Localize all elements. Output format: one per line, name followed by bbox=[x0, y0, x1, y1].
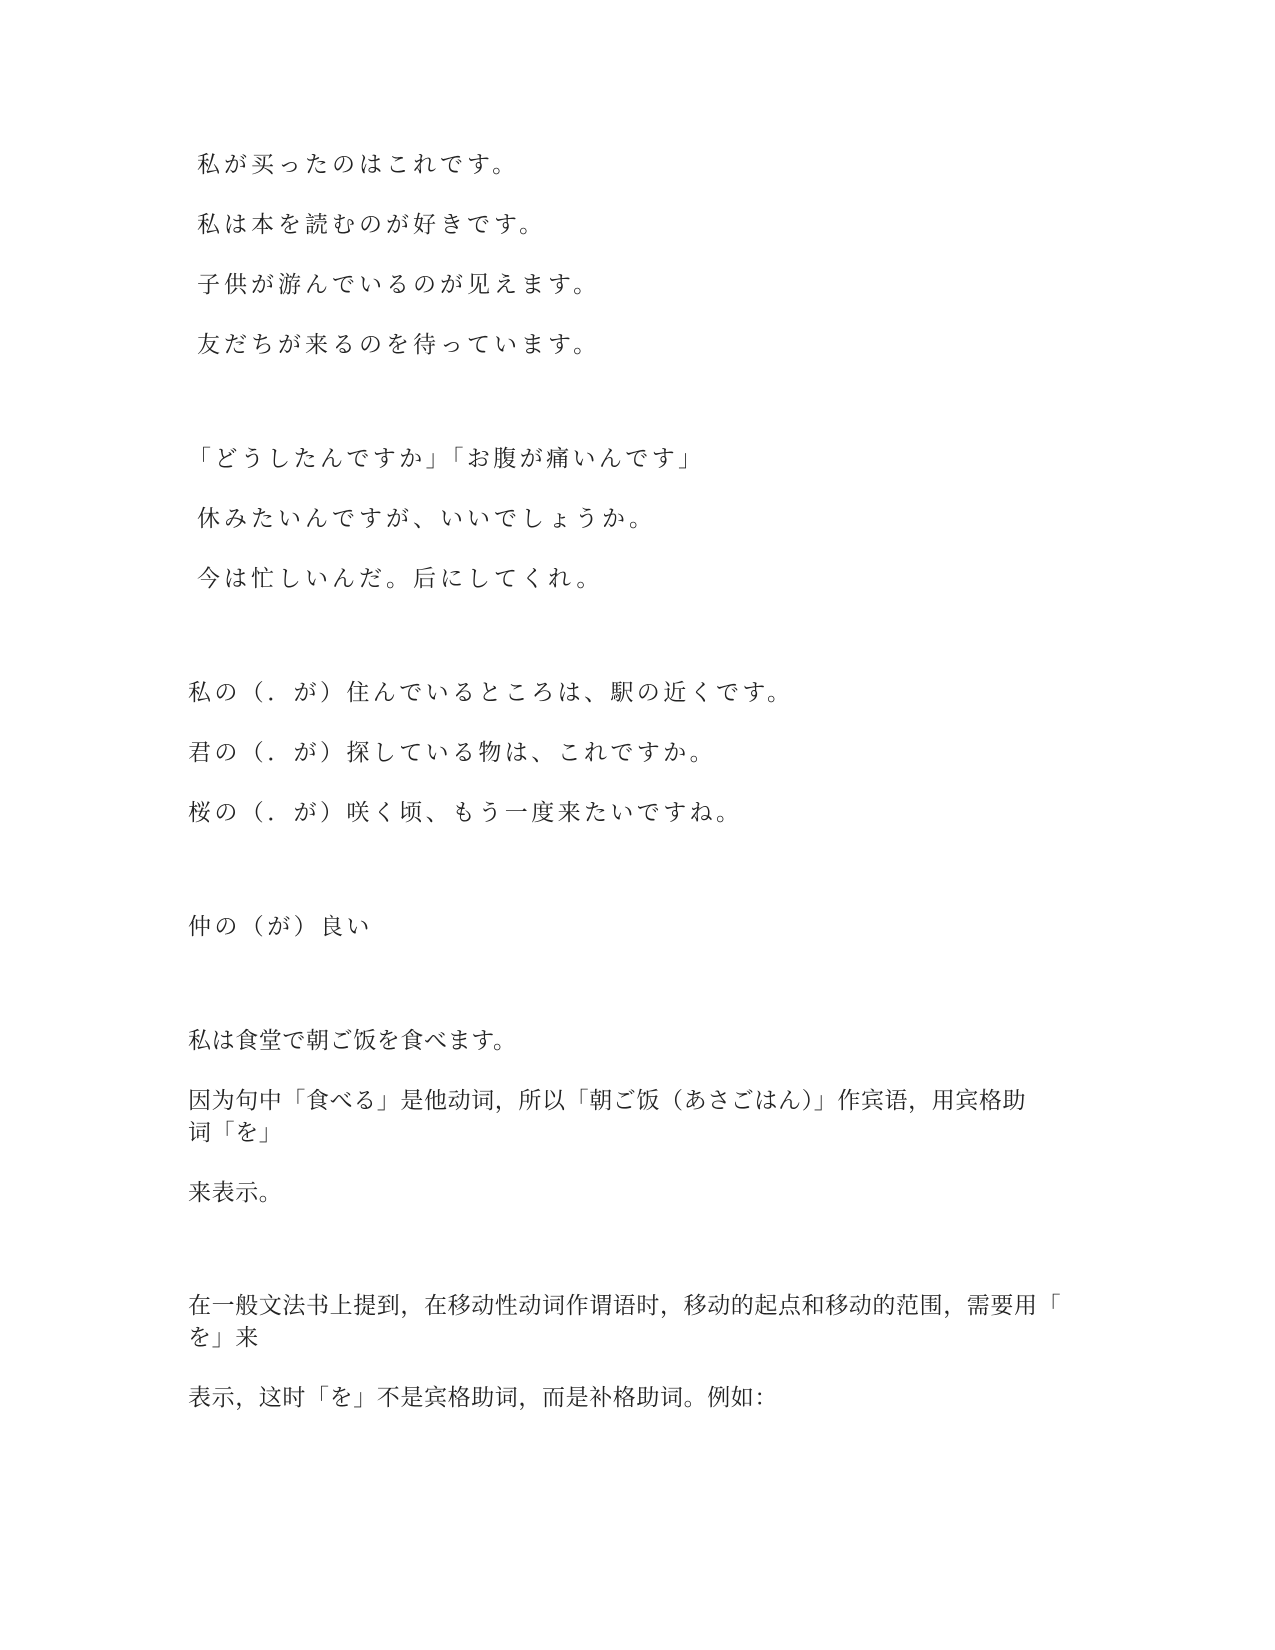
explanation-line-5: を」来 bbox=[188, 1325, 259, 1351]
example-sentence-5: 休みたいんですが、いいでしょうか。 bbox=[197, 506, 656, 532]
example-sentence-7: 私の（．が）住んでいるところは、駅の近くです。 bbox=[188, 680, 794, 706]
explanation-line-2: 词「を」 bbox=[188, 1120, 283, 1146]
example-sentence-6: 今は忙しいんだ。后にしてくれ。 bbox=[197, 566, 604, 592]
explanation-line-1: 因为句中「食べる」是他动词，所以「朝ご饭（あさごはん）」作宾语，用宾格助 bbox=[188, 1088, 1027, 1114]
example-sentence-8: 君の（．が）探している物は、これですか。 bbox=[188, 740, 716, 766]
dialogue-line: 「どうしたんですか」「お腹が痛いんです」 bbox=[188, 446, 705, 472]
example-sentence-9: 桜の（．が）咲く顷、もう一度来たいですね。 bbox=[188, 800, 743, 826]
explanation-line-6: 表示，这时「を」不是宾格助词，而是补格助词。例如： bbox=[188, 1385, 778, 1411]
phrase-example: 仲の（が）良い bbox=[188, 914, 373, 940]
explanation-line-4: 在一般文法书上提到，在移动性动词作谓语时，移动的起点和移动的范围，需要用「 bbox=[188, 1293, 1062, 1319]
explanation-line-3: 来表示。 bbox=[188, 1180, 283, 1206]
example-sentence-1: 私が买ったのはこれです。 bbox=[197, 152, 520, 178]
example-sentence-10: 私は食堂で朝ご饭を食べます。 bbox=[188, 1028, 517, 1054]
example-sentence-3: 子供が游んでいるのが见えます。 bbox=[197, 272, 601, 298]
example-sentence-2: 私は本を読むのが好きです。 bbox=[197, 212, 547, 238]
example-sentence-4: 友だちが来るのを待っています。 bbox=[197, 332, 601, 358]
